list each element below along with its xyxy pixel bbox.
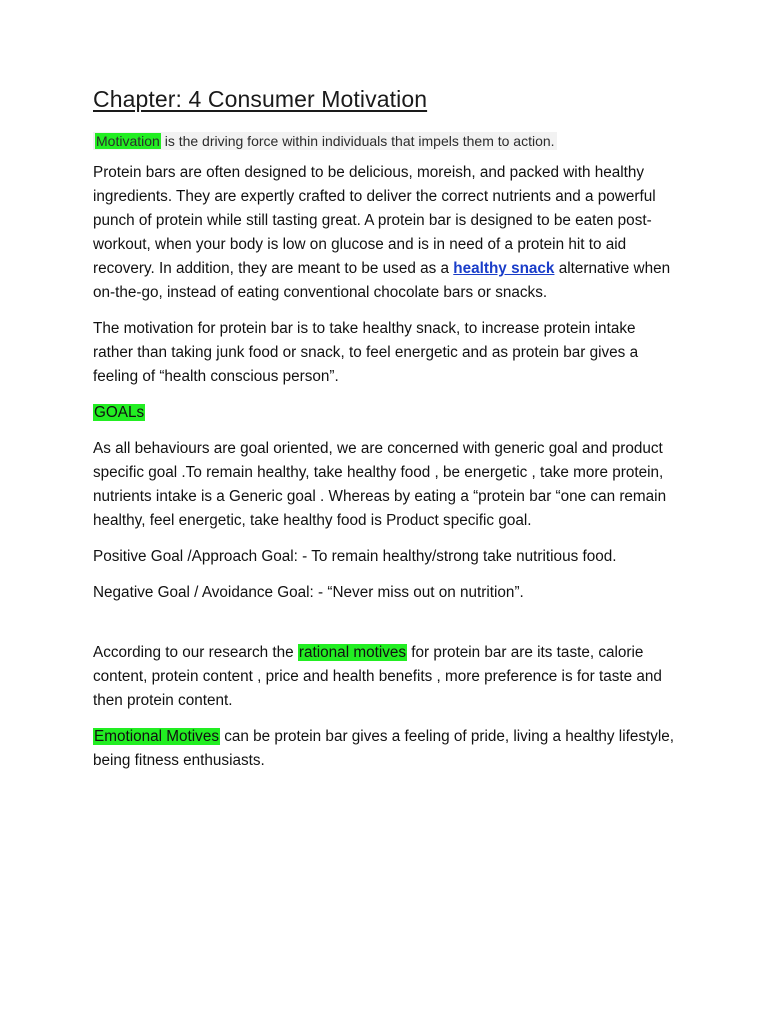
rational-motives-text: for protein bar are its taste, calorie content, protein content , price and health benefits , more preference is for taste and then protein content. <box>93 644 662 709</box>
rational-motives-intro: According to our research the <box>93 644 298 661</box>
rational-motives-highlight: rational motives <box>298 644 407 661</box>
paragraph-protein-bars <box>93 161 678 305</box>
blank-line <box>93 617 678 641</box>
emotional-motives-highlight: Emotional Motives <box>94 728 219 745</box>
goals-label: GOALs <box>94 404 145 421</box>
goals-heading <box>93 401 678 425</box>
definition-line <box>93 131 678 151</box>
paragraph-emotional-motives <box>93 725 678 773</box>
definition-text: is the driving force within individuals that impels them to action. <box>160 133 555 149</box>
negative-goal-line: Negative Goal / Avoidance Goal: - “Never miss out on nutrition”. <box>93 584 524 601</box>
document-page <box>93 84 678 785</box>
paragraph-protein-bars-text: Protein bars are often designed to be delicious, moreish, and packed with healthy ingredients. They are expertly crafted to deliver the correct nutrients and a powerful punch of protein while still tasting great. A protein bar is designed to be eaten post-workout, when your body is low on glucose and is in need of a protein hit to aid recovery. In addition, they are meant to be used as a <box>93 164 656 277</box>
paragraph-goals: As all behaviours are goal oriented, we are concerned with generic goal and product specific goal .To remain healthy, take healthy food , be energetic , take more protein, nutrients intake is a Generic goal . Whereas by eating a “protein bar “one can remain healthy, feel energetic, take healthy food is Product specific goal. <box>93 440 667 529</box>
paragraph-protein-bars-end: alternative when on-the-go, instead of eating conventional chocolate bars or snacks. <box>93 260 671 301</box>
paragraph-rational-motives <box>93 641 678 713</box>
positive-goal-line: Positive Goal /Approach Goal: - To remain healthy/strong take nutritious food. <box>93 548 617 565</box>
definition-term: Motivation <box>96 133 160 149</box>
emotional-motives-text: can be protein bar gives a feeling of pride, living a healthy lifestyle, being fitness enthusiasts. <box>93 728 675 769</box>
paragraph-motivation: The motivation for protein bar is to take healthy snack, to increase protein intake rather than taking junk food or snack, to feel energetic and as protein bar gives a feeling of “health conscious person”. <box>93 320 639 385</box>
healthy-snack-link[interactable]: healthy snack <box>453 260 555 277</box>
page-title: Chapter: 4 Consumer Motivation <box>93 86 428 112</box>
